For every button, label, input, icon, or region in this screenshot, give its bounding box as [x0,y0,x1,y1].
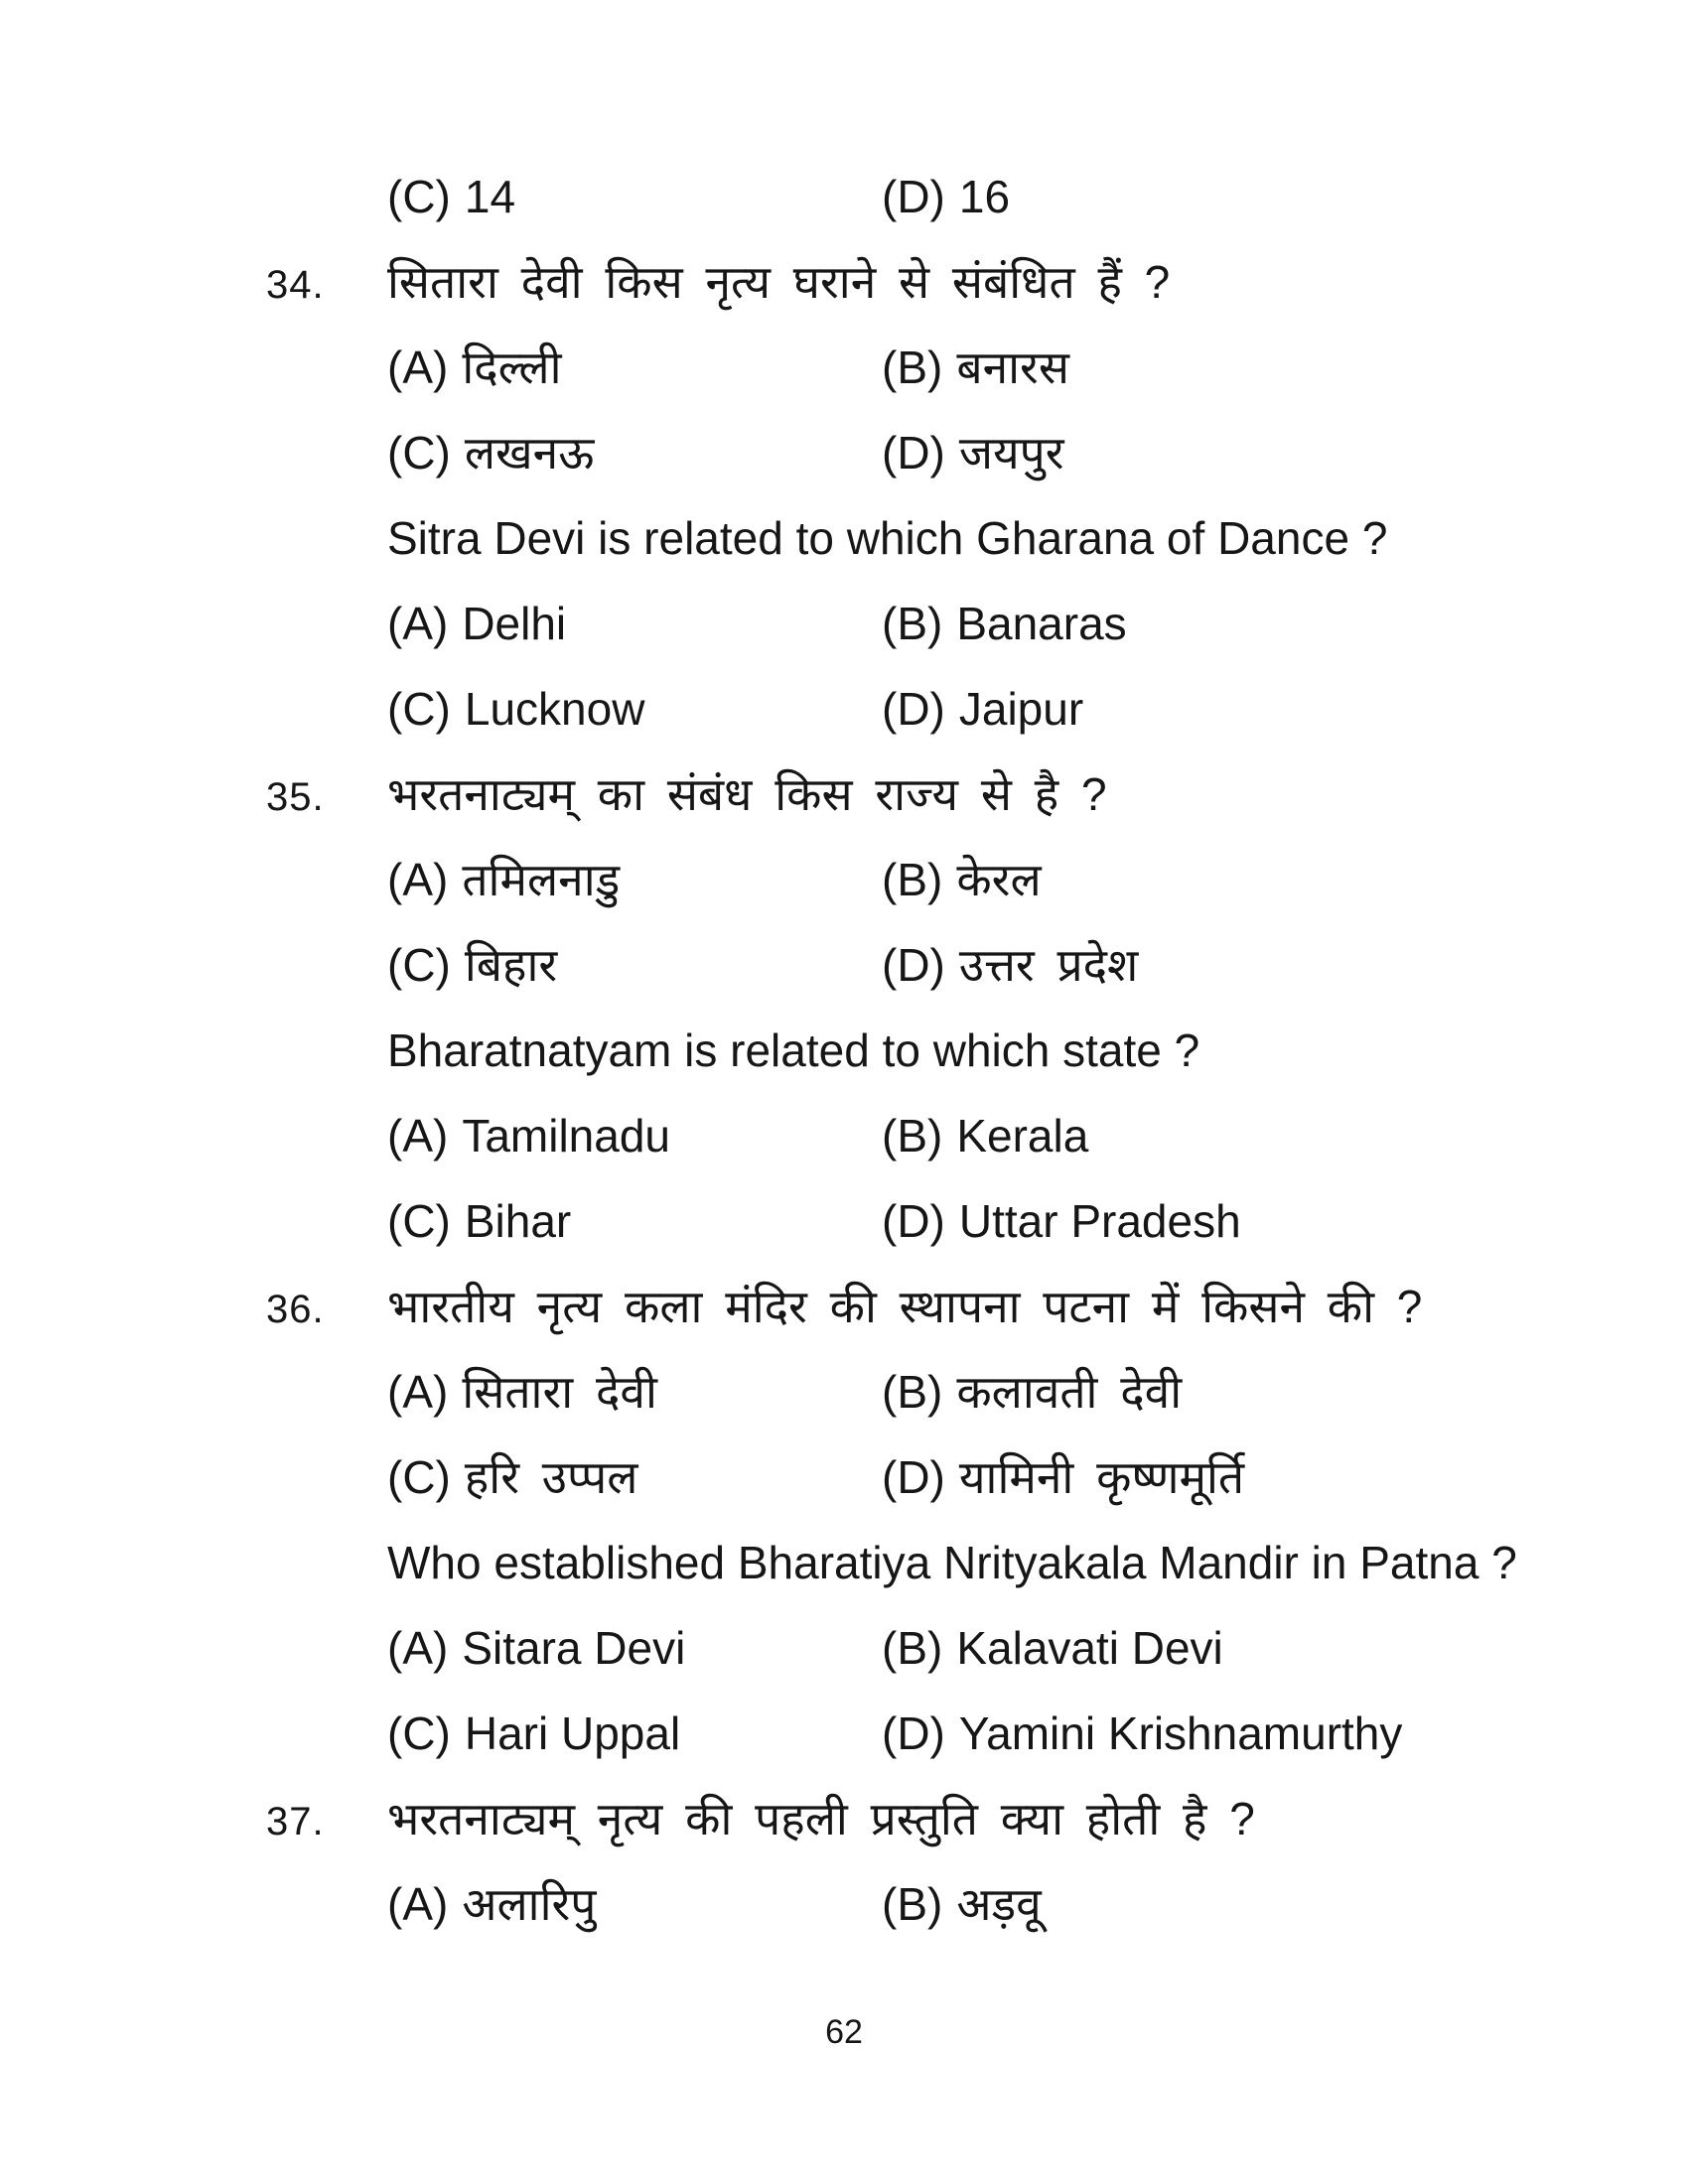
question-36-english-options-ab [0,1618,1688,1678]
option-d [882,1704,1402,1763]
option-b [882,1618,1223,1678]
option-key: (C) [387,939,451,991]
option-d [882,423,1064,482]
question-number: 35. [266,775,325,819]
question-text-english: Who established Bharatiya Nrityakala Mandir in Patna ? [387,1537,1517,1588]
option-a [387,1618,882,1678]
option-text: Jaipur [958,683,1084,735]
option-text: उत्तर प्रदेश [958,939,1139,991]
question-35-english-row [0,1021,1688,1080]
option-text: Bihar [464,1195,572,1247]
option-c [387,1447,882,1507]
option-key: (A) [387,854,449,905]
option-key: (C) [387,683,451,735]
option-text: Yamini Krishnamurthy [958,1707,1403,1759]
option-key: (C) [387,1195,451,1247]
option-c [387,1704,882,1763]
option-d [882,1191,1241,1251]
option-key: (C) [387,171,451,222]
option-key: (D) [882,171,945,222]
option-key: (C) [387,427,451,478]
option-text: Uttar Pradesh [958,1195,1241,1247]
option-d-previous [882,167,1010,226]
option-text: Sitara Devi [462,1622,686,1674]
question-35-english-options-cd [0,1191,1688,1251]
option-key: (D) [882,1707,945,1759]
option-text: Delhi [462,598,567,649]
option-text: बनारस [956,341,1069,393]
question-text-hindi: भरतनाट्यम् नृत्य की पहली प्रस्तुति क्या होती है ? [387,1793,1255,1844]
option-text: जयपुर [958,427,1064,478]
page-number: 62 [825,2013,863,2051]
option-text: Lucknow [464,683,645,735]
option-key: (C) [387,1451,451,1503]
option-d [882,1447,1244,1507]
option-b [882,850,1042,909]
continuation-options-row [0,167,1688,226]
option-a [387,850,882,909]
question-34-hindi-row [0,252,1688,312]
option-a [387,1362,882,1422]
option-b [882,1362,1182,1422]
question-34-hindi-options-cd [0,423,1688,482]
question-35-hindi-options-ab [0,850,1688,909]
question-34-english-row [0,508,1688,568]
option-key: (C) [387,1707,451,1759]
question-35-hindi-row [0,764,1688,824]
option-text: केरल [956,854,1042,905]
option-text: हरि उप्पल [464,1451,638,1503]
question-34-hindi-options-ab [0,338,1688,397]
option-c-previous [387,167,882,226]
question-text-hindi: भरतनाट्यम् का संबंध किस राज्य से है ? [387,768,1107,820]
question-text-english: Sitra Devi is related to which Gharana of Dance ? [387,512,1388,564]
option-a [387,1106,882,1165]
question-37-hindi-row [0,1789,1688,1848]
question-number: 36. [266,1288,325,1331]
option-b [882,594,1127,653]
option-b [882,1874,1042,1934]
option-key: (B) [882,1878,943,1930]
question-number: 34. [266,263,325,307]
question-37-hindi-options-ab [0,1874,1688,1934]
question-number: 37. [266,1800,325,1843]
option-text: Kalavati Devi [956,1622,1223,1674]
question-36-hindi-row [0,1277,1688,1336]
option-text: बिहार [464,939,558,991]
option-text: Hari Uppal [464,1707,681,1759]
option-text: Banaras [956,598,1127,649]
option-d [882,935,1138,995]
option-key: (D) [882,1195,945,1247]
option-key: (A) [387,341,449,393]
question-36-hindi-options-ab [0,1362,1688,1422]
option-key: (B) [882,341,943,393]
option-c [387,679,882,739]
option-text: दिल्ली [462,341,562,393]
option-key: (A) [387,1878,449,1930]
question-34-english-options-ab [0,594,1688,653]
option-key: (A) [387,1110,449,1161]
option-key: (D) [882,683,945,735]
option-d [882,679,1083,739]
question-36-hindi-options-cd [0,1447,1688,1507]
question-36-english-options-cd [0,1704,1688,1763]
option-a [387,1874,882,1934]
option-text: 16 [958,171,1011,222]
page-content [0,167,1688,1960]
option-key: (A) [387,598,449,649]
option-key: (B) [882,854,943,905]
question-35-hindi-options-cd [0,935,1688,995]
question-text-hindi: भारतीय नृत्य कला मंदिर की स्थापना पटना में किसने की ? [387,1281,1423,1332]
option-c [387,1191,882,1251]
option-text: 14 [464,171,516,222]
question-text-hindi: सितारा देवी किस नृत्य घराने से संबंधित हैं ? [387,256,1171,308]
question-34-english-options-cd [0,679,1688,739]
option-text: अलारिपु [462,1878,597,1930]
option-text: कलावती देवी [956,1366,1183,1418]
option-key: (A) [387,1622,449,1674]
question-36-english-row [0,1533,1688,1592]
question-text-english: Bharatnatyam is related to which state ? [387,1024,1200,1076]
question-35-english-options-ab [0,1106,1688,1165]
option-b [882,338,1069,397]
option-key: (B) [882,1366,943,1418]
option-key: (A) [387,1366,449,1418]
option-c [387,423,882,482]
option-key: (D) [882,1451,945,1503]
option-a [387,594,882,653]
option-text: Kerala [956,1110,1089,1161]
option-text: अड़वू [956,1878,1042,1930]
option-b [882,1106,1088,1165]
option-text: यामिनी कृष्णमूर्ति [958,1451,1245,1503]
option-key: (B) [882,598,943,649]
option-text: Tamilnadu [462,1110,671,1161]
option-key: (D) [882,939,945,991]
option-key: (B) [882,1110,943,1161]
option-text: तमिलनाडु [462,854,621,905]
option-text: लखनऊ [464,427,595,478]
option-key: (D) [882,427,945,478]
option-key: (B) [882,1622,943,1674]
option-text: सितारा देवी [462,1366,657,1418]
option-c [387,935,882,995]
option-a [387,338,882,397]
